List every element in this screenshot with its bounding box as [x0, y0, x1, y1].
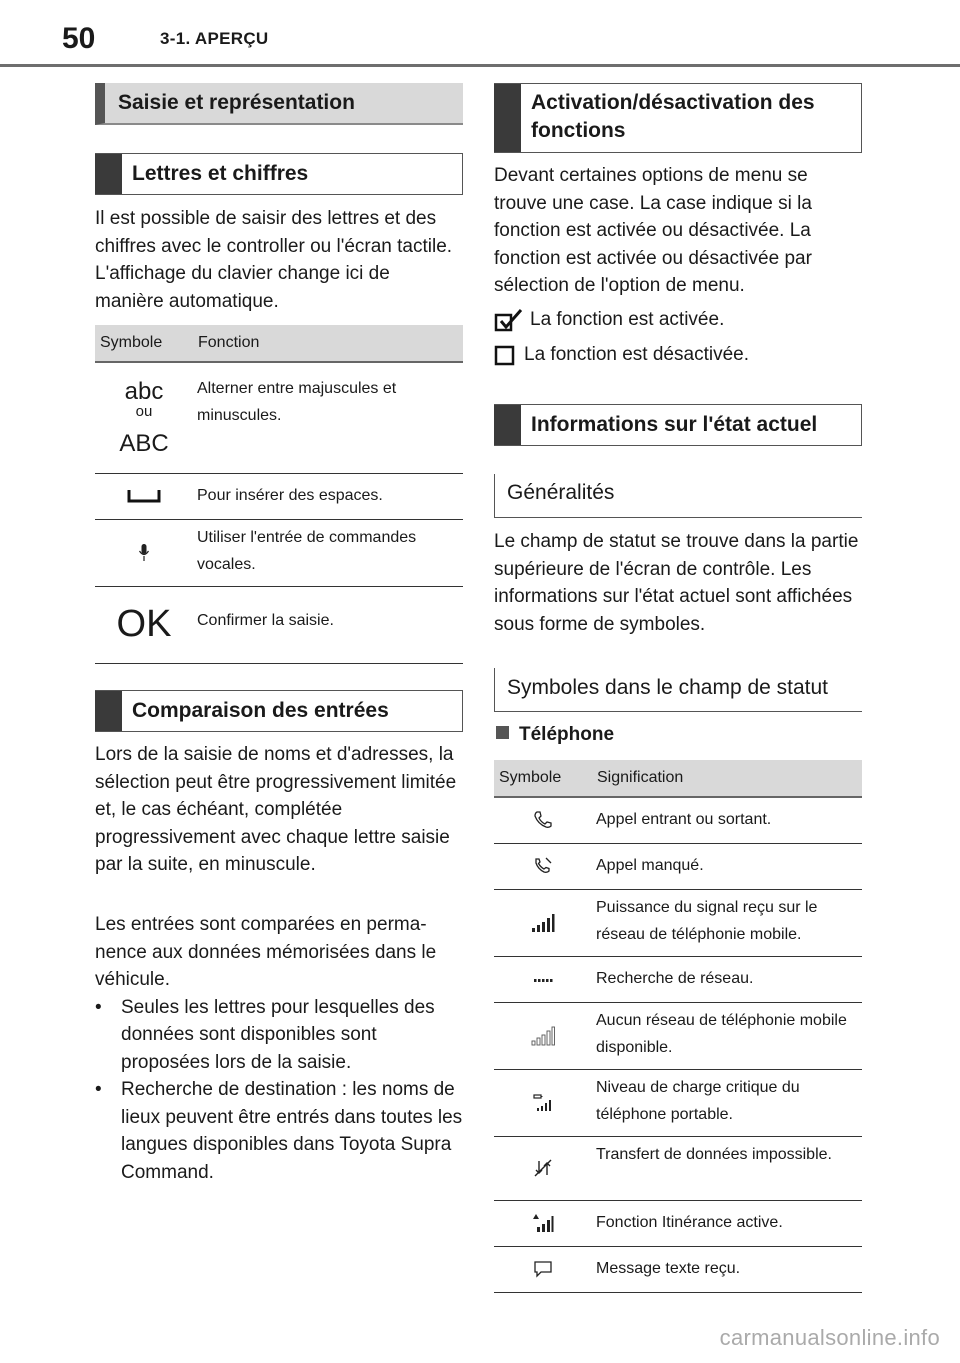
case-toggle-symbol — [95, 362, 193, 473]
col-symbol-header: Symbole — [494, 760, 592, 797]
section-title: Saisie et représentation — [95, 83, 463, 125]
table-row — [494, 1200, 862, 1246]
function-text: Utiliser l'entrée de commandes vocales. — [193, 519, 463, 586]
missed-call-icon — [494, 843, 592, 889]
paragraph-text: Les entrées sont comparées en permanence aux données mémorisées dans le véhicule. — [95, 914, 437, 990]
compare-paragraph-2 — [95, 911, 463, 1186]
network-search-icon — [494, 956, 592, 1002]
table-row — [95, 586, 463, 663]
space-icon — [95, 473, 193, 519]
col-function-header: Fonction — [193, 325, 463, 362]
page-number: 50 — [62, 22, 96, 55]
table-header — [494, 760, 862, 797]
function-text: Confirmer la saisie. — [193, 586, 463, 663]
subsection-title: Informations sur l'état actuel — [531, 413, 818, 436]
subsection-title: Lettres et chiffres — [132, 162, 309, 185]
table-row — [494, 1069, 862, 1136]
checked-box-line — [494, 308, 724, 332]
col-symbol-header: Symbole — [95, 325, 193, 362]
table-row — [95, 519, 463, 586]
signal-strength-icon — [494, 889, 592, 956]
function-text: Pour insérer des espaces. — [193, 473, 463, 519]
bullet-marker: • — [95, 1079, 102, 1100]
table-row — [494, 843, 862, 889]
subsection-title: Comparaison des entrées — [132, 699, 389, 722]
table-row — [494, 797, 862, 843]
phone-call-icon — [494, 797, 592, 843]
table-row — [95, 473, 463, 519]
list-item — [95, 994, 463, 1077]
general-paragraph — [494, 528, 862, 638]
uppercase-label: ABC — [119, 429, 169, 457]
bullet-text: Seules les lettres pour lesquelles des données sont disponibles sont proposées lors de la saisie. — [121, 996, 435, 1073]
subsection-letters-digits — [95, 153, 463, 195]
phone-symbols-table — [494, 760, 862, 1293]
subheading-status-symbols: Symboles dans le champ de statut — [494, 668, 862, 712]
bullet-marker: • — [95, 996, 102, 1018]
battery-critical-icon — [494, 1069, 592, 1136]
list-item — [95, 1076, 463, 1186]
meaning-text: Niveau de charge critique du téléphone portable. — [592, 1069, 862, 1136]
compare-paragraph-1 — [95, 741, 463, 879]
header-rule — [0, 64, 960, 67]
ok-symbol: OK — [95, 586, 193, 663]
heading-marker — [95, 691, 122, 731]
intro-paragraph — [95, 205, 463, 315]
heading-marker — [494, 84, 521, 152]
watermark: carmanualsonline.info — [719, 1325, 940, 1350]
input-symbols-table — [95, 325, 463, 664]
unchecked-label: La fonction est désactivée. — [524, 344, 749, 365]
heading-marker — [494, 405, 521, 445]
meaning-text: Aucun réseau de téléphonie mobile disponible. — [592, 1002, 862, 1069]
paragraph-text: Devant certaines options de menu se trouve une case. La case indique si la fonction est activée ou désactivée. La fonction est activée ou désactivée par sélection de l'option de menu. — [494, 165, 812, 296]
phone-heading-label: Téléphone — [519, 724, 615, 745]
subsection-activation — [494, 83, 862, 153]
or-label: ou — [135, 402, 153, 420]
text-message-icon — [494, 1246, 592, 1292]
phone-heading — [494, 724, 614, 746]
table-row — [95, 362, 463, 473]
heading-marker — [95, 154, 122, 194]
table-row — [494, 1136, 862, 1200]
roaming-icon — [494, 1200, 592, 1246]
table-row — [494, 1002, 862, 1069]
no-network-icon — [494, 1002, 592, 1069]
data-transfer-blocked-icon — [494, 1136, 592, 1200]
meaning-text: Appel manqué. — [592, 843, 862, 889]
table-row — [494, 956, 862, 1002]
meaning-text: Recherche de réseau. — [592, 956, 862, 1002]
checked-label: La fonction est activée. — [530, 309, 725, 330]
meaning-text: Message texte reçu. — [592, 1246, 862, 1292]
table-header — [95, 325, 463, 362]
checkbox-empty-icon — [494, 344, 518, 366]
table-row — [494, 889, 862, 956]
meaning-text: Fonction Itinérance active. — [592, 1200, 862, 1246]
chapter-title: 3-1. APERÇU — [160, 29, 269, 48]
activation-paragraph — [494, 162, 862, 300]
intro-text: Il est possible de saisir des lettres et des chiffres avec le controller ou l'écran tactile. L'affichage du clavier change ici de manière automatique. — [95, 208, 453, 312]
meaning-text: Transfert de données impossible. — [592, 1136, 862, 1200]
checkbox-checked-icon — [494, 308, 524, 332]
table-row — [494, 1246, 862, 1292]
subsection-compare-entries — [95, 690, 463, 732]
microphone-icon — [95, 519, 193, 586]
function-text: Alterner entre majuscules et minuscules. — [193, 362, 463, 473]
meaning-text: Appel entrant ou sortant. — [592, 797, 862, 843]
col-meaning-header: Signification — [592, 760, 862, 797]
square-bullet-icon — [496, 726, 509, 739]
paragraph-text: Lors de la saisie de noms et d'adresses, la sélection peut être progressivement limitée et, le cas échéant, complétée progressivement avec chaque lettre saisie par la suite, en minuscule. — [95, 744, 457, 875]
subheading-general: Généralités — [494, 474, 862, 518]
subsection-title: Activation/désactivation des fonctions — [531, 91, 815, 142]
lowercase-label: abc — [124, 377, 164, 405]
subsection-current-state — [494, 404, 862, 446]
bullet-text: Recherche de destination : les noms de lieux peuvent être entrés dans toutes les langues disponibles dans Toyota Supra Command. — [121, 1079, 463, 1183]
meaning-text: Puissance du signal reçu sur le réseau de téléphonie mobile. — [592, 889, 862, 956]
paragraph-text: Le champ de statut se trouve dans la partie supérieure de l'écran de contrôle. Les informations sur l'état actuel sont affichées sous forme de symboles. — [494, 531, 859, 635]
unchecked-box-line — [494, 344, 749, 366]
